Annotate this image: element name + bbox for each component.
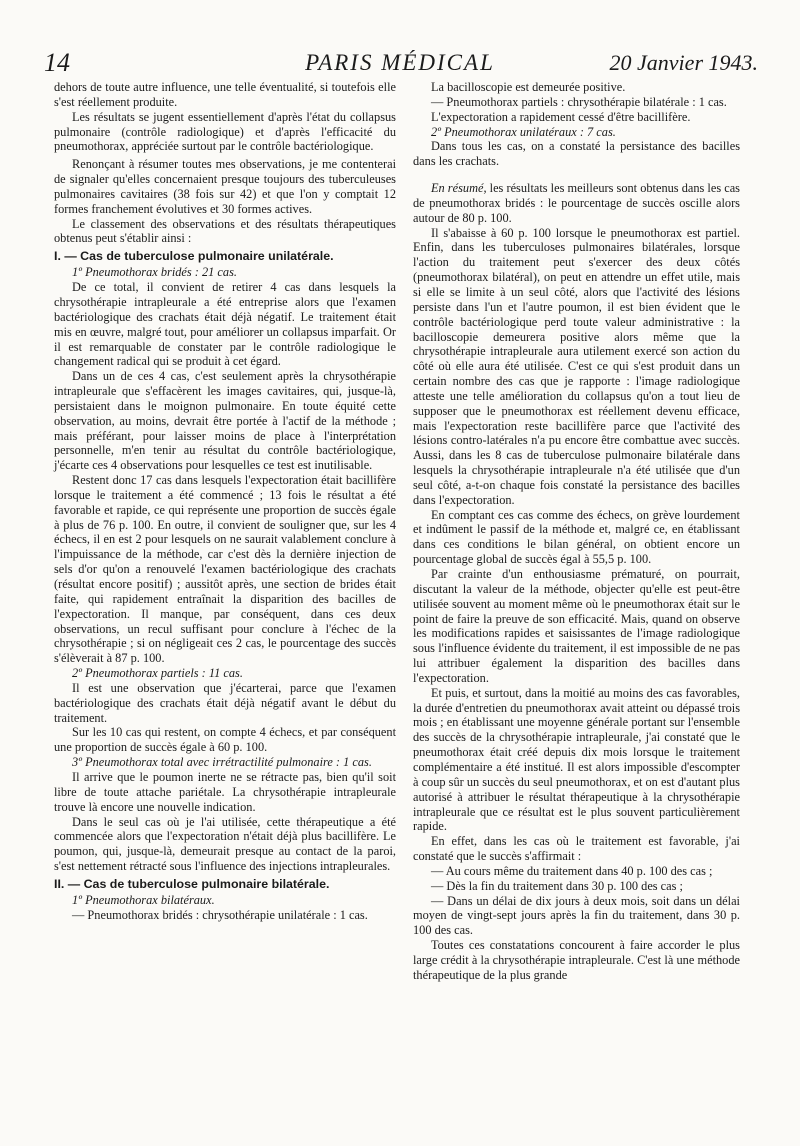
paragraph: Les résultats se jugent essentiellement d'après l'état du collapsus pulmonaire (contrôle radiologique) et d'après l'efficacité du pneumothorax, appréciée surtout par le contrôle bactériologique. bbox=[54, 109, 396, 154]
paragraph: Il arrive que le poumon inerte ne se rétracte pas, bien qu'il soit libre de toute attache pariétale. La chrysothérapie intrapleurale trouve là encore une nouvelle indication. bbox=[54, 769, 396, 814]
right-column bbox=[413, 80, 740, 983]
list-item: — Dès la fin du traitement dans 30 p. 100 des cas ; bbox=[431, 878, 683, 893]
paragraph: Et puis, et surtout, dans la moitié au moins des cas favorables, la durée d'entretien du pneumothorax avait atteint ou dépassé trois mois ; en établissant une moyenne générale portant sur l'ensemble des succès de la chrysothérapie intrapleurale, j'ai constaté que le pneumothorax était créé depuis dix mois lorsque le traitement complémentaire a été institué. Il est alors impossible d'escompter à coup sûr un succès du seul pneumothorax, et on est d'autant plus autorisé à attribuer le résultat thérapeutique à la chrysothérapie intrapleurale que ce résultat est le plus souvent particulièrement rapide. bbox=[413, 685, 740, 834]
subsection-heading: 2º Pneumothorax unilatéraux : 7 cas. bbox=[431, 124, 616, 139]
paragraph: Le classement des observations et des résultats thérapeutiques obtenus peut s'établir ainsi : bbox=[54, 216, 396, 246]
subsection-heading: 1º Pneumothorax bilatéraux. bbox=[72, 892, 215, 907]
issue-date: 20 Janvier 1943. bbox=[609, 50, 758, 75]
section-heading: II. — Cas de tuberculose pulmonaire bilatérale. bbox=[54, 876, 330, 891]
paragraph: De ce total, il convient de retirer 4 cas dans lesquels la chrysothérapie intrapleurale a été entreprise alors que l'examen bactériologique des crachats était déjà négatif. Le traitement était mis en œuvre, malgré tout, pour améliorer un collapsus imparfait. Or il est remarquable de constater par le contrôle radiologique le changement radical qui se produit à cet égard. bbox=[54, 280, 396, 369]
paragraph: — Pneumothorax bridés : chrysothérapie unilatérale : 1 cas. bbox=[72, 907, 368, 922]
running-header bbox=[42, 44, 758, 78]
paragraph: Dans tous les cas, on a constaté la persistance des bacilles dans les crachats. bbox=[413, 139, 740, 169]
journal-title: PARIS MÉDICAL bbox=[305, 50, 495, 75]
paragraph: Par crainte d'un enthousiasme prématuré, on pourrait, discutant la valeur de la méthode, objecter qu'elle est peut-être utilisée souvent au moment même où le pneumothorax était sur le point de faire la preuve de son efficacité. Mais, quand on observe les modifications rapides et saisissantes de l'image radiologique sous l'influence évidente du traitement, il est impossible de ne pas lui attribuer également la disparition des bacilles dans l'expectoration. bbox=[413, 567, 740, 685]
paragraph: En effet, dans les cas où le traitement est favorable, j'ai constaté que le succès s'affirmait : bbox=[413, 834, 740, 864]
paragraph: La bacilloscopie est demeurée positive. bbox=[431, 80, 626, 94]
list-item: — Dans un délai de dix jours à deux mois, soit dans un délai moyen de vingt-sept jours après la fin du traitement, dans 30 p. 100 des cas. bbox=[413, 893, 740, 938]
summary-text: les résultats les meilleurs sont obtenus dans les cas de pneumothorax bridés : le pourcentage de succès oscille alors autour de 80 p. 100. bbox=[413, 181, 740, 225]
subsection-heading: 2º Pneumothorax partiels : 11 cas. bbox=[72, 666, 243, 681]
page-number: 14 bbox=[44, 48, 70, 77]
paragraph: Renonçant à résumer toutes mes observations, je me contenterai de signaler qu'elles concernaient presque toujours des tuberculeuses pulmonaires cavitaires (38 fois sur 42) et que l'on y comptait 12 formes franchement évolutives et 30 formes actives. bbox=[54, 157, 396, 216]
left-column bbox=[54, 80, 396, 923]
paragraph: En comptant ces cas comme des échecs, on grève lourdement et indûment le passif de la méthode et, malgré ce, en établissant dans ces conditions le bilan général, on obtient encore un pourcentage global de succès égal à 55,5 p. 100. bbox=[413, 507, 740, 567]
paragraph: L'expectoration a rapidement cessé d'être bacillifère. bbox=[431, 109, 691, 124]
list-item: — Au cours même du traitement dans 40 p. 100 des cas ; bbox=[431, 863, 713, 878]
paragraph: Toutes ces constatations concourent à faire accorder le plus large crédit à la chrysothérapie intrapleurale. C'est là une méthode thérapeutique de la plus grande bbox=[413, 938, 740, 982]
summary-lead: En résumé, bbox=[431, 181, 487, 196]
subsection-heading: 3º Pneumothorax total avec irrétractilité pulmonaire : 1 cas. bbox=[72, 755, 372, 770]
section-heading: I. — Cas de tuberculose pulmonaire unilatérale. bbox=[54, 249, 334, 264]
summary-paragraph bbox=[413, 181, 740, 226]
paragraph: dehors de toute autre influence, une telle éventualité, si toutefois elle s'est réellement produite. bbox=[54, 80, 396, 109]
paragraph: Il s'abaisse à 60 p. 100 lorsque le pneumothorax est partiel. Enfin, dans les tuberculoses pulmonaires bilatérales, lorsque l'action du traitement peut s'exercer des deux côtés (pneumothorax bilatéral), on peut en attendre un effet utile, mais si elle se limite à un seul côté, alors que l'activité des lésions persiste dans l'un et l'autre poumon, il est bien évident que le contrôle bactériologique perd toute valeur administrative : la bacilloscopie demeurera positive alors même que la chrysothérapie intrapleurale aura utilement exercé son action du côté où elle aura été utilisée. C'est ce qui s'est produit dans un certain nombre des cas que je rapporte : l'image radiologique atteste une telle amélioration du collapsus qu'on a tout lieu de supposer que le pneumothorax est réellement devenu efficace, mais l'expectoration reste bacillifère parce que l'activité des lésions contro-latérales n'a pu encore être combattue avec succès. Aussi, dans les 8 cas de tuberculose pulmonaire bilatérale dans lesquels la chrysothérapie intrapleurale n'a été utilisée que d'un seul côté, a-t-on chaque fois constaté la persistance des bacilles dans l'expectoration. bbox=[413, 225, 740, 507]
subsection-heading: 1º Pneumothorax bridés : 21 cas. bbox=[72, 265, 237, 280]
paragraph: Restent donc 17 cas dans lesquels l'expectoration était bacillifère lorsque le traitement a été commencé ; 13 fois le résultat a été favorable et rapide, ce qui représente une proportion de succès égale à plus de 76 p. 100. En outre, il convient de souligner que, sur les 4 échecs, il en est 2 pour lesquels on ne saurait valablement conclure à l'impuissance de la méthode, car c'est dès la dernière injection de sels d'or qu'on a renouvelé l'examen bactériologique des crachats (résultat encore positif) ; aussitôt après, une section de brides était faite, qui rapidement entraînait la disparition des bacilles de l'expectoration. Il manque, par conséquent, dans ces deux observations, un recul suffisant pour conclure à l'échec de la chrysothérapie ; si on négligeait ces 2 cas, le pourcentage des succès s'élèverait à 87 p. 100. bbox=[54, 473, 396, 666]
paragraph: — Pneumothorax partiels : chrysothérapie bilatérale : 1 cas. bbox=[431, 94, 727, 109]
paragraph: Sur les 10 cas qui restent, on compte 4 échecs, et par conséquent une proportion de succès égale à 60 p. 100. bbox=[54, 725, 396, 755]
paragraph: Dans le seul cas où je l'ai utilisée, cette thérapeutique a été commencée alors que l'expectoration n'était déjà plus bacillifère. Le poumon, qui, jusque-là, demeurait presque au contact de la paroi, s'est nettement rétracté sous l'influence des injections intrapleurales. bbox=[54, 814, 396, 874]
paragraph: Il est une observation que j'écarterai, parce que l'examen bactériologique des crachats était déjà négatif avant le début du traitement. bbox=[54, 680, 396, 725]
paragraph: Dans un de ces 4 cas, c'est seulement après la chrysothérapie intrapleurale que s'effacèrent les images cavitaires, qui, jusque-là, persistaient dans le moignon pulmonaire. En toute équité cette observation, au moins, devrait être portée à l'actif de la méthode ; mais préférant, pour laisser moins de place à l'interprétation personnelle, m'en tenir au résultat du contrôle bactériologique, j'écarte ces 4 observations pour lesquelles ce test est inutilisable. bbox=[54, 369, 396, 473]
